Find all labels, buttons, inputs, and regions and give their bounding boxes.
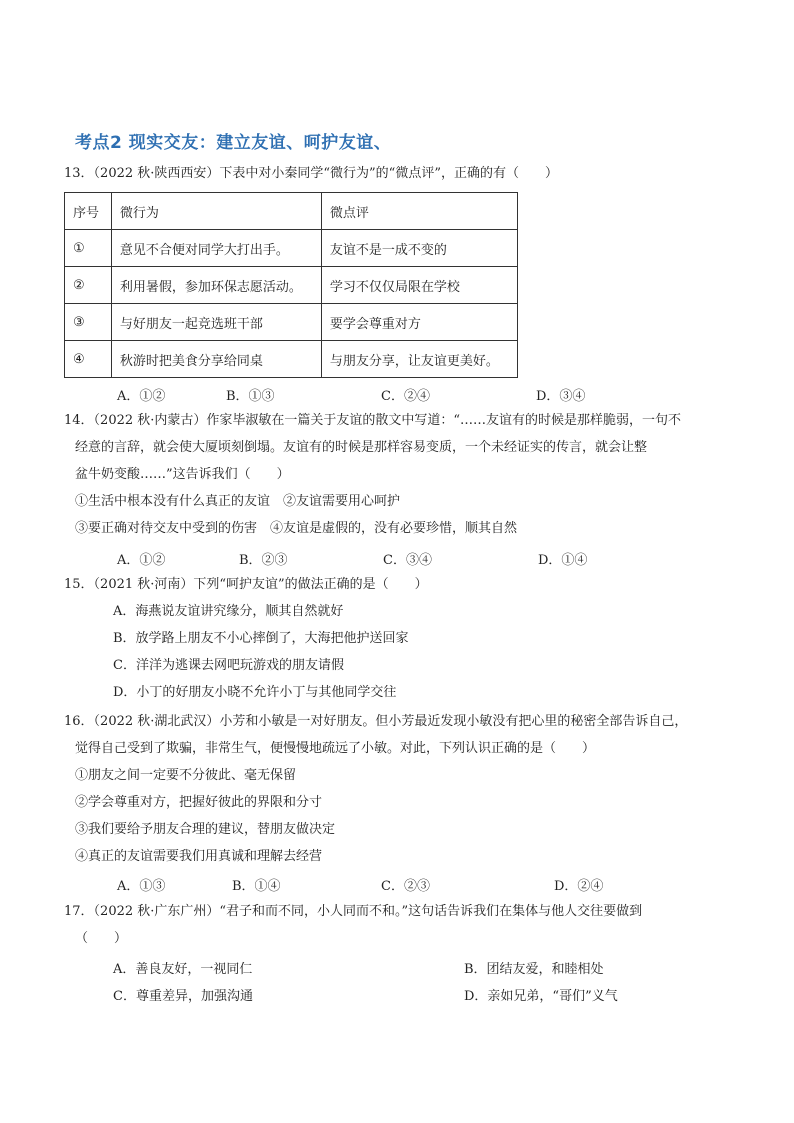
q15-stem: 15．（2021 秋·河南）下列“呵护友谊”的做法正确的是（ ）	[64, 577, 428, 592]
table-row	[65, 304, 518, 341]
table-cell: 要学会尊重对方	[321, 304, 517, 341]
q14-stem-line-3: 盆牛奶变酸……”这告诉我们（ ）	[75, 467, 290, 482]
table-cell: ④	[65, 341, 112, 378]
q16-stem-line-2: 觉得自己受到了欺骗，非常生气，便慢慢地疏远了小敏。对此，下列认识正确的是（ ）	[75, 741, 596, 756]
q13-stem: 13．（2022 秋·陕西西安）下表中对小秦同学“微行为”的“微点评”，正确的有（ ）	[64, 166, 558, 181]
table-header-row	[65, 193, 518, 230]
q13-option-d: D．③④	[536, 389, 586, 404]
table-row	[65, 341, 518, 378]
q16-option-a: A．①③	[117, 879, 166, 894]
q14-statement-line-1: ①生活中根本没有什么真正的友谊 ②友谊需要用心呵护	[75, 494, 401, 509]
table-cell: 利用暑假，参加环保志愿活动。	[111, 267, 321, 304]
q15-option-d: D．小丁的好朋友小晓不允许小丁与其他同学交往	[113, 685, 397, 700]
q14-stem-line-1: 14．（2022 秋·内蒙古）作家毕淑敏在一篇关于友谊的散文中写道：“……友谊有的时候是那样脆弱，一句不	[64, 413, 682, 428]
q13-option-a: A．①②	[117, 389, 166, 404]
table-row	[65, 230, 518, 267]
q15-option-b: B．放学路上朋友不小心摔倒了，大海把他护送回家	[113, 631, 409, 646]
q14-option-c: C．③④	[383, 553, 432, 568]
q14-option-a: A．①②	[117, 553, 166, 568]
table-cell: 意见不合便对同学大打出手。	[111, 230, 321, 267]
header-cell-index: 序号	[65, 193, 112, 230]
q17-option-d: D．亲如兄弟，“哥们”义气	[464, 989, 618, 1004]
q17-stem-line-2: （ ）	[75, 931, 128, 946]
q16-option-d: D．②④	[554, 879, 604, 894]
q16-stem-line-1: 16．（2022 秋·湖北武汉）小芳和小敏是一对好朋友。但小芳最近发现小敏没有把心里的秘密全部告诉自己，	[64, 714, 688, 729]
q16-statement-3: ③我们要给予朋友合理的建议，替朋友做决定	[75, 822, 336, 837]
table-cell: 学习不仅仅局限在学校	[321, 267, 517, 304]
q14-statement-line-2: ③要正确对待交友中受到的伤害 ④友谊是虚假的，没有必要珍惜，顺其自然	[75, 521, 518, 536]
table-cell: ③	[65, 304, 112, 341]
q14-option-d: D．①④	[538, 553, 588, 568]
table-cell: ②	[65, 267, 112, 304]
q15-option-c: C．洋洋为逃课去网吧玩游戏的朋友请假	[113, 658, 344, 673]
q16-statement-4: ④真正的友谊需要我们用真诚和理解去经营	[75, 849, 323, 864]
q16-option-b: B．①④	[232, 879, 281, 894]
q17-option-b: B．团结友爱，和睦相处	[464, 962, 604, 977]
section-heading: 考点2 现实交友：建立友谊、呵护友谊、	[75, 133, 392, 153]
q17-stem-line-1: 17．（2022 秋·广东广州）“君子和而不同，小人同而不和。”这句话告诉我们在集体与他人交往要做到	[64, 904, 643, 919]
q16-statement-2: ②学会尊重对方，把握好彼此的界限和分寸	[75, 795, 323, 810]
table-cell: 友谊不是一成不变的	[321, 230, 517, 267]
table-cell: 与好朋友一起竞选班干部	[111, 304, 321, 341]
q17-option-a: A．善良友好，一视同仁	[113, 962, 253, 977]
q15-option-a: A．海燕说友谊讲究缘分，顺其自然就好	[113, 604, 344, 619]
q14-option-b: B．②③	[239, 553, 288, 568]
table-cell: 与朋友分享，让友谊更美好。	[321, 341, 517, 378]
table-cell: ①	[65, 230, 112, 267]
table-cell: 秋游时把美食分享给同桌	[111, 341, 321, 378]
q13-option-b: B．①③	[226, 389, 275, 404]
table-row	[65, 267, 518, 304]
q13-option-c: C．②④	[381, 389, 430, 404]
q14-stem-line-2: 经意的言辞，就会使大厦顷刻倒塌。友谊有的时候是那样容易变质，一个未经证实的传言，就会让整	[75, 440, 648, 455]
q16-option-c: C．②③	[381, 879, 430, 894]
q17-option-c: C．尊重差异，加强沟通	[113, 989, 253, 1004]
header-cell-comment: 微点评	[321, 193, 517, 230]
q13-table	[64, 192, 518, 378]
header-cell-behavior: 微行为	[111, 193, 321, 230]
q16-statement-1: ①朋友之间一定要不分彼此、毫无保留	[75, 768, 297, 783]
